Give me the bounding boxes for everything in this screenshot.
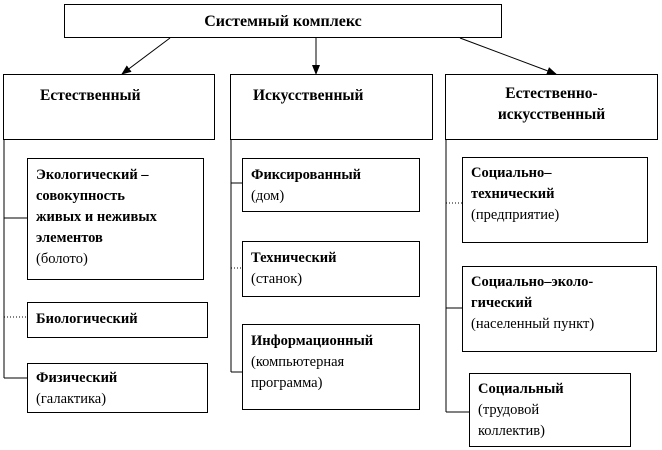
technical-node bbox=[242, 241, 420, 297]
biological-node bbox=[27, 302, 208, 338]
social-line-1: Социальный bbox=[478, 381, 564, 397]
ecological-line-1: Экологический – bbox=[36, 167, 149, 183]
root-node bbox=[64, 4, 502, 38]
social-node bbox=[469, 373, 631, 447]
social-line-3: коллектив) bbox=[478, 423, 545, 439]
technical-line-2: (станок) bbox=[251, 271, 303, 287]
natural-artificial-header bbox=[445, 74, 658, 140]
informational-line-1: Информационный bbox=[251, 333, 374, 349]
socio-technical-node bbox=[462, 157, 648, 243]
physical-line-1: Физический bbox=[36, 370, 118, 386]
arrow-to-natural bbox=[122, 38, 170, 74]
natural-artificial-header-line-1: Естественно- bbox=[505, 85, 598, 102]
ecological-node bbox=[27, 158, 204, 280]
socio-ecological-node bbox=[462, 266, 657, 352]
socio-ecological-line-3: (населенный пункт) bbox=[471, 316, 595, 332]
socio-ecological-line-1: Социально–эколо- bbox=[471, 274, 594, 290]
informational-node bbox=[242, 324, 420, 410]
socio-technical-line-1: Социально– bbox=[471, 165, 552, 181]
socio-technical-line-2: технический bbox=[471, 186, 555, 202]
fixed-node bbox=[242, 158, 420, 212]
artificial-header-line: Искусственный bbox=[253, 87, 364, 104]
informational-line-2: (компьютерная bbox=[251, 354, 345, 370]
natural-header bbox=[3, 74, 215, 140]
artificial-header bbox=[230, 74, 433, 140]
technical-line-1: Технический bbox=[251, 250, 337, 266]
root-node-label: Системный комплекс bbox=[204, 13, 362, 30]
ecological-line-5: (болото) bbox=[36, 251, 88, 267]
social-line-2: (трудовой bbox=[478, 402, 540, 418]
arrow-to-natural-artificial bbox=[460, 38, 556, 74]
natural-header-line: Естественный bbox=[40, 87, 141, 104]
biological-line-1: Биологический bbox=[36, 311, 138, 327]
socio-ecological-line-2: гический bbox=[471, 295, 533, 311]
ecological-line-2: совокупность bbox=[36, 188, 125, 204]
physical-node bbox=[27, 363, 208, 413]
informational-line-3: программа) bbox=[251, 375, 323, 391]
fixed-line-1: Фиксированный bbox=[251, 167, 362, 183]
ecological-line-3: живых и неживых bbox=[36, 209, 157, 225]
physical-line-2: (галактика) bbox=[36, 391, 107, 407]
socio-technical-line-3: (предприятие) bbox=[471, 207, 560, 223]
ecological-line-4: элементов bbox=[36, 230, 103, 246]
natural-artificial-header-line-2: искусственный bbox=[497, 106, 606, 123]
fixed-line-2: (дом) bbox=[251, 188, 285, 204]
